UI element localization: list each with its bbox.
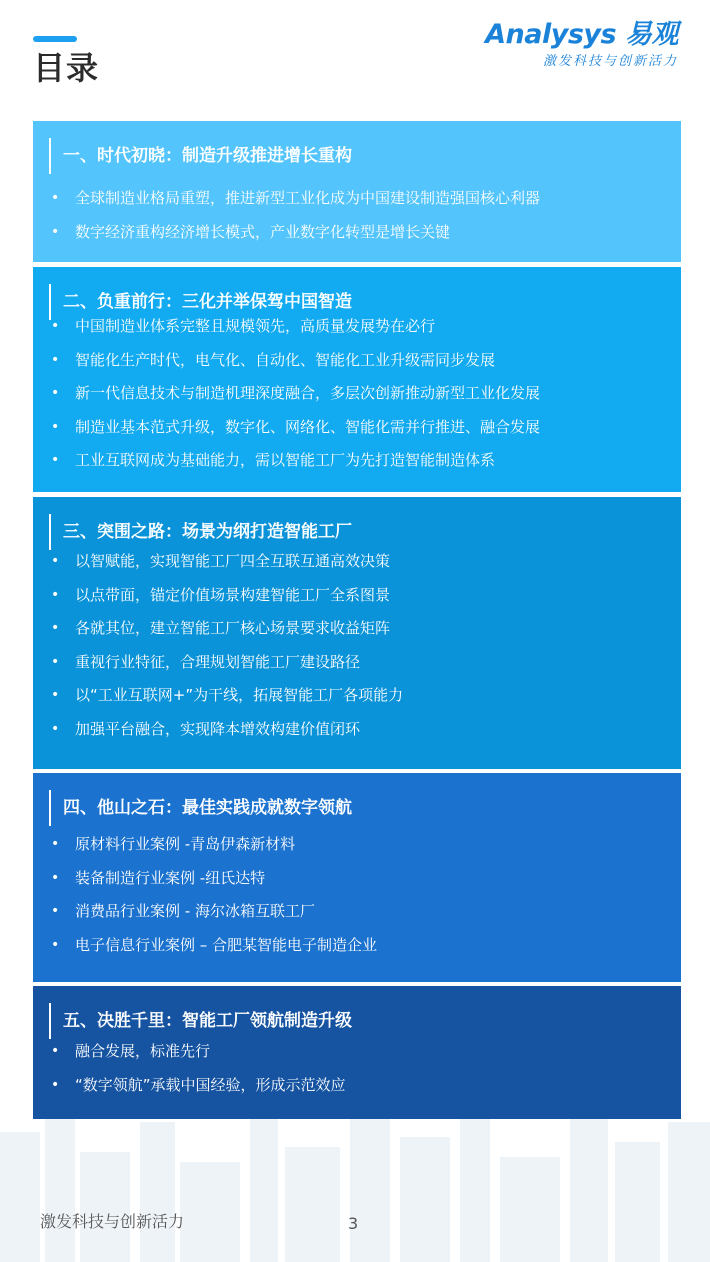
- toc-section-2: [33, 267, 681, 492]
- title-accent-bar: [33, 36, 77, 42]
- list-item: • 重视行业特征，合理规划智能工厂建设路径: [51, 646, 403, 680]
- toc-section-5: [33, 986, 681, 1119]
- list-item: • 工业互联网成为基础能力，需以智能工厂为先打造智能制造体系: [51, 444, 540, 478]
- list-item: • 数字经济重构经济增长模式，产业数字化转型是增长关键: [51, 216, 540, 250]
- section-item-list: [51, 828, 377, 962]
- list-item: • 全球制造业格局重塑，推进新型工业化成为中国建设制造强国核心利器: [51, 182, 540, 216]
- section-item-list: [51, 182, 540, 249]
- page-title: 目录: [33, 49, 100, 87]
- section-item-list: [51, 1035, 346, 1102]
- page-number: 3: [348, 1214, 359, 1233]
- list-item: • 新一代信息技术与制造机理深度融合，多层次创新推动新型工业化发展: [51, 377, 540, 411]
- logo-tagline: 激发科技与创新活力: [542, 54, 678, 69]
- list-item: • 电子信息行业案例 – 合肥某智能电子制造企业: [51, 929, 377, 963]
- list-item: • 智能化生产时代，电气化、自动化、智能化工业升级需同步发展: [51, 344, 540, 378]
- list-item: • 各就其位，建立智能工厂核心场景要求收益矩阵: [51, 612, 403, 646]
- list-item: • 中国制造业体系完整且规模领先，高质量发展势在必行: [51, 310, 540, 344]
- toc-section-3: [33, 497, 681, 769]
- list-item: • 以智赋能，实现智能工厂四全互联互通高效决策: [51, 545, 403, 579]
- logo-brand: Analysys 易观: [485, 19, 678, 50]
- toc-section-1: [33, 121, 681, 262]
- section-item-list: [51, 545, 403, 747]
- list-item: • 以“工业互联网+”为干线，拓展智能工厂各项能力: [51, 679, 403, 713]
- section-item-list: [51, 310, 540, 478]
- toc-section-4: [33, 773, 681, 982]
- list-item: • 融合发展，标准先行: [51, 1035, 346, 1069]
- list-item: • 加强平台融合，实现降本增效构建价值闭环: [51, 713, 403, 747]
- section-heading: 四、他山之石：最佳实践成就数字领航: [49, 790, 352, 826]
- section-heading: 一、时代初晓：制造升级推进增长重构: [49, 138, 352, 174]
- section-heading: 二、负重前行：三化并举保驾中国智造: [49, 284, 352, 320]
- section-heading: 五、决胜千里：智能工厂领航制造升级: [49, 1003, 352, 1039]
- footer-slogan: 激发科技与创新活力: [40, 1212, 185, 1231]
- list-item: • “数字领航”承载中国经验，形成示范效应: [51, 1069, 346, 1103]
- company-logo: [485, 18, 678, 70]
- list-item: • 装备制造行业案例 -纽氏达特: [51, 862, 377, 896]
- list-item: • 消费品行业案例 - 海尔冰箱互联工厂: [51, 895, 377, 929]
- section-heading: 三、突围之路：场景为纲打造智能工厂: [49, 514, 352, 550]
- list-item: • 以点带面，锚定价值场景构建智能工厂全系图景: [51, 579, 403, 613]
- list-item: • 原材料行业案例 -青岛伊森新材料: [51, 828, 377, 862]
- list-item: • 制造业基本范式升级，数字化、网络化、智能化需并行推进、融合发展: [51, 411, 540, 445]
